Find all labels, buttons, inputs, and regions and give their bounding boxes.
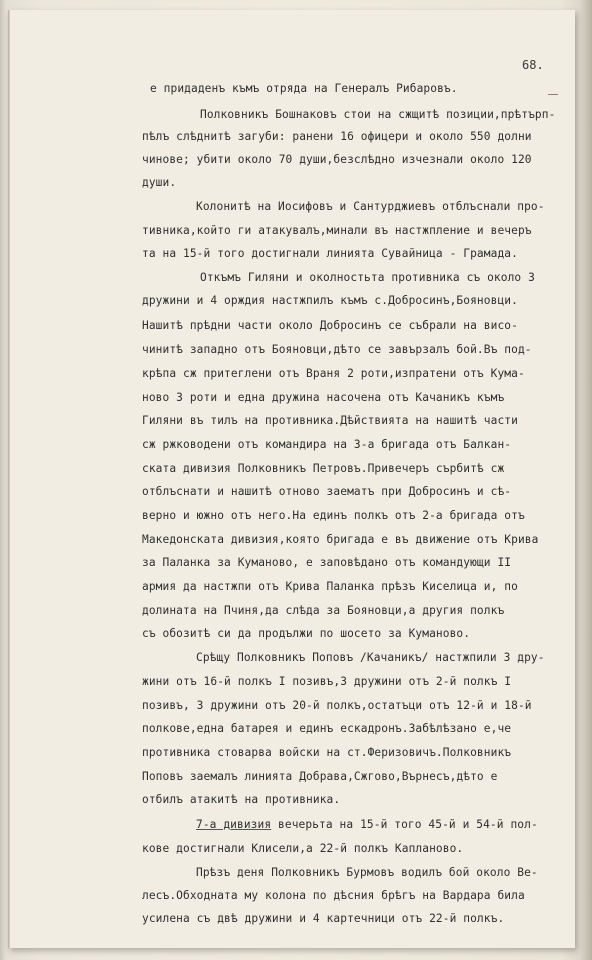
- text-line: та на 15-й того достигнали линията Сувайница - Грамада.: [142, 247, 518, 260]
- text-line: отбилъ атакитѣ на противника.: [142, 793, 341, 806]
- text-line: Нашитѣ прѣдни части около Добросинъ се събрали на висо-: [142, 319, 518, 332]
- text-line: е придаденъ къмъ отряда на Генералъ Рибаровъ.: [150, 82, 458, 95]
- page-number: 68.: [522, 58, 544, 72]
- text-line: крѣпа сж притеглени отъ Враня 2 роти,изпратени отъ Кума-: [142, 367, 525, 380]
- text-line: жини отъ 16-й полкъ I позивъ,3 дружини отъ 2-й полкъ I: [142, 675, 512, 688]
- text-line: Поповъ заемалъ линията Добрава,Сжгово,Върнесъ,дѣто е: [142, 770, 498, 783]
- text-line: пѣлъ слѣднитѣ загуби: ранени 16 офицери и около 550 долни: [142, 130, 532, 143]
- text-line: тивника,който ги атакувалъ,минали въ настжпление и вечеръ: [142, 224, 532, 237]
- text-line: позивъ, 3 дружини отъ 20-й полкъ,остатъци отъ 12-й и 18-й: [142, 699, 532, 712]
- text-line: Полковникъ Бошнаковъ стои на сжщитѣ позиции,прѣтърп-: [200, 108, 556, 121]
- text-line: дружини и 4 орждия настжпилъ къмъ с.Добросинъ,Бояновци.: [142, 294, 518, 307]
- text-line: Откъмъ Гиляни и околностьта противника съ около 3: [200, 271, 535, 284]
- text-line: души.: [142, 176, 177, 189]
- text-line: отблъснати и нашитѣ отново заематъ при Добросинъ и сѣ-: [142, 485, 512, 498]
- text-line: ново 3 роти и една дружина насочена отъ Качаникъ къмъ: [142, 391, 505, 404]
- text-line: полкове,една батарея и единъ ескадронъ.Забѣлѣзано е,че: [142, 722, 512, 735]
- text-line-underlined-lead: [196, 818, 538, 831]
- text-line: сж ржководени отъ командира на 3-а бригада отъ Балкан-: [142, 438, 512, 451]
- text-line: съ обозитѣ си да продължи по шосето за Куманово.: [142, 627, 471, 640]
- text-line: Гиляни въ тилъ на противника.Дѣйствията на нашитѣ части: [142, 414, 518, 427]
- text-line: Срѣщу Полковникъ Поповъ /Качаникъ/ настжпили 3 дру-: [196, 651, 545, 664]
- text-line: верно и южно отъ него.На единъ полкъ отъ 2-а бригада отъ: [142, 509, 525, 522]
- text-line: долината на Пчиня,да слѣда за Бояновци,а другия полкъ: [142, 604, 505, 617]
- text-line: противника стоварва войски на ст.Феризовичъ.Полковникъ: [142, 746, 512, 759]
- underlined-division-label: 7-а дивизия: [196, 818, 272, 831]
- text-line: чинове; убити около 70 души,безслѣдно изчезнали около 120: [142, 153, 532, 166]
- text-line: усилена съ двѣ дружини и 4 картечници отъ 22-й полкъ.: [142, 912, 505, 925]
- text-line: кове достигнали Клисели,а 22-й полкъ Капланово.: [142, 842, 464, 855]
- text-line: Колонитѣ на Иосифовъ и Сантурджиевъ отблъснали про-: [196, 200, 545, 213]
- text-line: лесъ.Обходната му колона по дѣсния брѣгъ на Вардара била: [142, 889, 525, 902]
- text-line: армия да настжпи отъ Крива Паланка прѣзъ Киселица и, по: [142, 580, 518, 593]
- text-line: Македонската дивизия,която бригада е въ движение отъ Крива: [142, 533, 539, 546]
- text-line-rest: вечерьта на 15-й того 45-й и 54-й пол-: [271, 818, 538, 831]
- text-line: чинитѣ западно отъ Бояновци,дѣто се завързалъ бой.Въ под-: [142, 343, 532, 356]
- text-line: за Паланка за Куманово, е заповѣдано отъ командующи II: [142, 556, 512, 569]
- text-line: ската дивизия Полковникъ Петровъ.Привечеръ сърбитѣ сж: [142, 462, 505, 475]
- text-line: Прѣзъ деня Полковникъ Бурмовъ водилъ бой около Ве-: [196, 866, 538, 879]
